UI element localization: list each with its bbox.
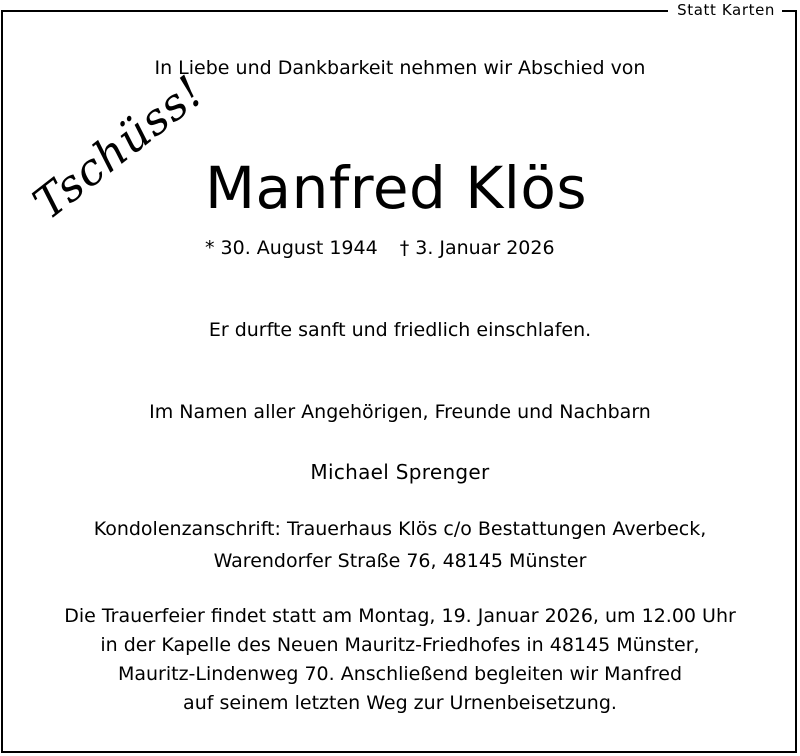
birth-date: * 30. August 1944 <box>205 237 378 259</box>
funeral-info-line-1: Die Trauerfeier findet statt am Montag, 19. Januar 2026, um 12.00 Uhr <box>64 605 736 627</box>
family-line: Im Namen aller Angehörigen, Freunde und Nachbarn <box>149 401 651 423</box>
funeral-info-line-4: auf seinem letzten Weg zur Urnenbeisetzung. <box>183 692 617 714</box>
handwritten-farewell: Tschüss! <box>23 65 214 230</box>
life-dates <box>205 236 555 260</box>
condolence-address-line-1: Kondolenzanschrift: Trauerhaus Klös c/o Bestattungen Averbeck, <box>93 518 707 540</box>
death-date: † 3. Januar 2026 <box>399 237 555 259</box>
intro-text: In Liebe und Dankbarkeit nehmen wir Abschied von <box>154 57 646 79</box>
funeral-info-line-2: in der Kapelle des Neuen Mauritz-Friedhofes in 48145 Münster, <box>100 634 700 656</box>
signer-name: Michael Sprenger <box>310 460 490 484</box>
statt-karten-label: Statt Karten <box>668 0 782 20</box>
condolence-address-line-2: Warendorfer Straße 76, 48145 Münster <box>213 550 587 572</box>
farewell-sentence: Er durfte sanft und friedlich einschlafen. <box>208 319 592 341</box>
deceased-name: Manfred Klös <box>205 154 588 222</box>
funeral-info-line-3: Mauritz-Lindenweg 70. Anschließend begleiten wir Manfred <box>117 663 683 685</box>
